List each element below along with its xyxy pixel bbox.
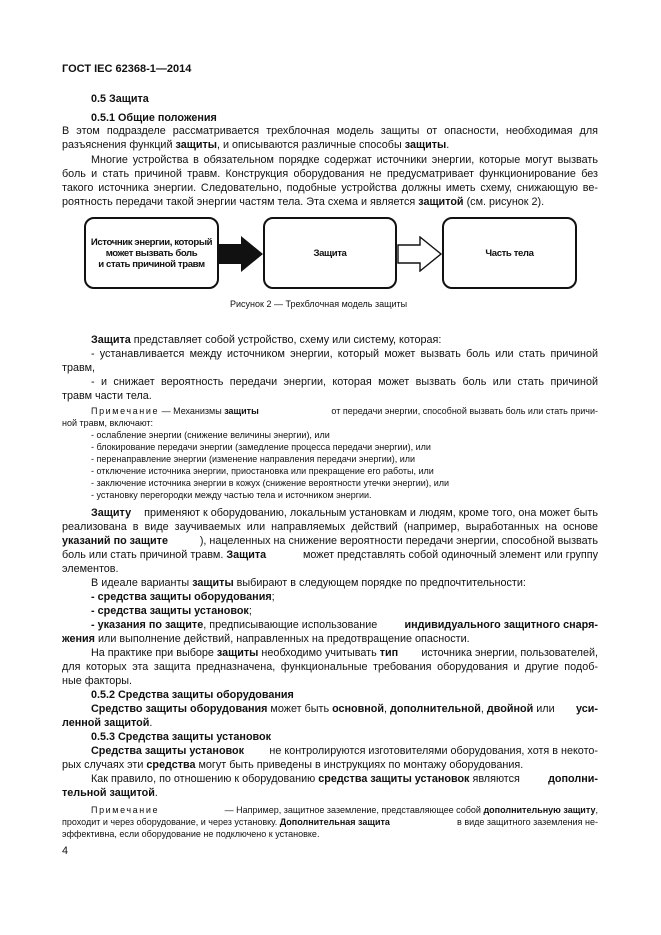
figure-caption: Рисунок 2 — Трехблочная модель защиты [230,299,408,309]
practice-line: На практике при выборе защиты необходимо учитывать тип источника энергии, пользователей, [91,647,598,659]
note-line: эффективна, если оборудование не подключено к установке. [62,829,320,839]
definition-line: - устанавливается между источником энергии, который может вызвать боль или стать причиной [91,348,598,360]
intro-line: В этом подразделе рассматривается трехблочная модель защиты от опасности, необходимая для [62,125,598,137]
priority-item: жения или выполнение действий, направленных на предотвращение опасности. [62,633,470,645]
note-list-item: - блокирование передачи энергии (замедление процесса передачи энергии), или [91,442,431,452]
note-list-item: - ослабление энергии (снижение величины энергии), или [91,430,330,440]
practice-line: для которых эта защита предназначена, функциональные требования оборудования и другие подоб- [62,661,598,673]
note-list-item: - отключение источника энергии, приостановка или прекращение его работы, или [91,466,434,476]
intro-line: разъяснения функций защиты, и описываются различные способы защиты. [62,139,450,151]
installation-safeguard-line: рых случаях эти средства могут быть приведены в инструкциях по монтажу оборудования. [62,759,524,771]
paragraph-line: такого источника энергии. Следовательно, подобные устройства должны иметь схему, снижающую ве- [62,182,598,194]
application-line: элементов. [62,563,119,575]
solid-arrow-icon [219,236,264,272]
protection-block: Защита [263,217,397,289]
outline-arrow-icon [397,236,443,272]
note-line: ной травм, включают: [62,418,153,428]
application-line: Защиту применяют к оборудованию, локальным установкам и людям, кроме того, она может быть [91,507,598,519]
application-line: указаний по защите ), нацеленных на снижение вероятности передачи энергии, способной вызвать [62,535,598,547]
equipment-safeguard-line: ленной защитой. [62,717,153,729]
installation-safeguard-line: Как правило, по отношению к оборудованию средства защиты установок являются дополни- [91,773,598,785]
priority-item: - средства защиты оборудования; [91,591,275,603]
note-list-item: - установку перегородки между частью тела и источником энергии. [91,490,372,500]
application-line: боль или стать причиной травм. Защита может представлять собой одиночный элемент или группу [62,549,598,561]
definition-line: травм части тела. [62,390,152,402]
definition-line: травм, [62,362,95,374]
installation-safeguard-line: тельной защитой. [62,787,158,799]
paragraph-line: роятность передачи такой энергии частям тела. Эта схема и является защитой (см. рисунок 2). [62,196,545,208]
note-line: Примечание — Например, защитное заземление, представляющее собой дополнительную защиту, [91,805,598,815]
subsection-title-0-5-2: 0.5.2 Средства защиты оборудования [91,689,294,701]
definition-line: Защита представляет собой устройство, схему или систему, которая: [91,334,442,346]
note-line: проходит и через оборудование, и через установку. Дополнительная защита в виде защитного заземления не- [62,817,598,827]
note-list-item: - заключение источника энергии в кожух (снижение вероятности утечки энергии), или [91,478,450,488]
note-list-item: - перенаправление энергии (изменение направления передачи энергии), или [91,454,416,464]
practice-line: ные факторы. [62,675,133,687]
installation-safeguard-line: Средства защиты установок не контролируются изготовителями оборудования, хотя в некото- [91,745,598,757]
priority-item: - средства защиты установок; [91,605,252,617]
body-part-block: Часть тела [442,217,577,289]
priority-line: В идеале варианты защиты выбирают в следующем порядке по предпочтительности: [91,577,526,589]
equipment-safeguard-line: Средство защиты оборудования может быть основной, дополнительной, двойной или уси- [91,703,598,715]
subsection-title-0-5-3: 0.5.3 Средства защиты установок [91,731,272,743]
document-header: ГОСТ IEC 62368-1—2014 [62,63,192,75]
application-line: реализована в виде заучиваемых или направляемых действий (например, выработанных на основе [62,521,598,533]
paragraph-line: боль и стать причиной травм. Конструкция оборудования не предусматривает функционирование без [62,168,598,180]
energy-source-block: Источник энергии, который может вызвать боль и стать причиной травм [84,217,219,289]
note-line: Примечание — Механизмы защиты от передачи энергии, способной вызвать боль или стать причи- [91,406,598,416]
priority-item: - указания по защите, предписывающие использование индивидуального защитного снаря- [91,619,598,631]
subsection-title-0-5-1: 0.5.1 Общие положения [91,112,217,124]
section-title: 0.5 Защита [91,93,149,105]
page-number: 4 [62,845,69,857]
definition-line: - и снижает вероятность передачи энергии, которая может вызвать боль или стать причиной [91,376,598,388]
paragraph-line: Многие устройства в обязательном порядке содержат источники энергии, которые могут вызвать [91,154,598,166]
